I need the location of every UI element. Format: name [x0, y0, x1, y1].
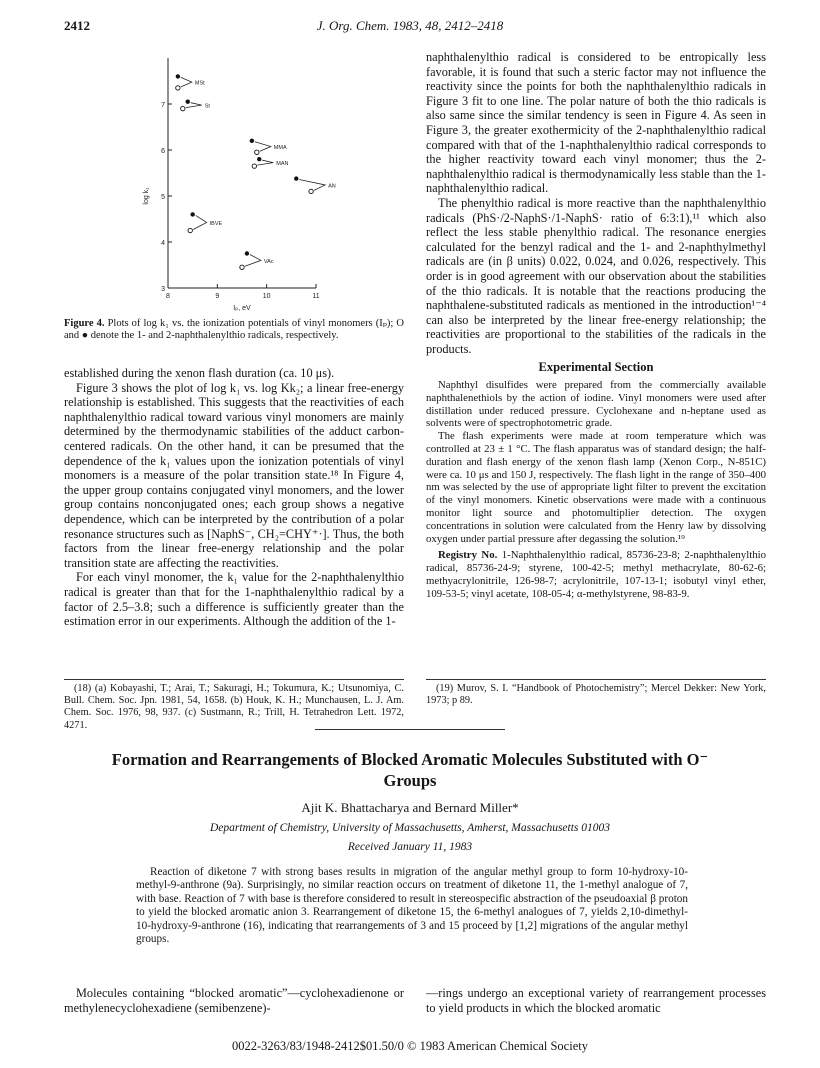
data-point-filled — [257, 157, 261, 161]
data-point-open — [252, 164, 256, 168]
article-affiliation: Department of Chemistry, University of Massachusetts, Amherst, Massachusetts 01003 — [209, 822, 611, 834]
article-body-left-text: Molecules containing “blocked aromatic”—cyclohexadienone or methylenecyclohexadiene (semibenzene)- — [64, 986, 404, 1015]
footnote-rule-right — [426, 679, 766, 680]
figure-4 — [130, 48, 340, 318]
y-axis-label: log k₁ — [143, 187, 150, 205]
x-tick-label: 10 — [262, 293, 271, 300]
article-separator — [315, 729, 505, 730]
point-label: MAN — [276, 161, 289, 168]
page-footer: 0022-3263/83/1948-2412$01.50/0 © 1983 American Chemical Society — [232, 1039, 588, 1053]
experimental-paragraph-2: The flash experiments were made at room temperature which was controlled at 23 ± 1 °C. The flash apparatus was of standard design; the half-duration and flash energy of the xenon flash lamp (Xenon Corp., N-851C) were ca. 10 μs and 150 J, respectively. The flash light in the range of 350–400 nm was selected by the use of appropriate light filter to prevent the excitation of the vinyl monomers. Kinetic observations were made with a continuous monitor light source and photomultiplier detection. The oxygen concentrations in solution were calculated from the Henry law by dissolving oxygen under partial pressure after degassing the solution.¹⁹ — [426, 430, 766, 545]
x-tick-label: 9 — [215, 293, 220, 300]
footnote-19 — [426, 683, 766, 707]
figure-caption-text: Plots of log k₁ vs. the ionization potentials of vinyl monomers (Iₚ); O and ● denote the 1- and 2-naphthalenylthio radicals, respectively. — [64, 318, 404, 342]
data-point-filled — [176, 74, 180, 78]
data-point-filled — [294, 176, 298, 180]
figure-caption — [64, 318, 404, 343]
point-label: MMA — [273, 145, 287, 152]
article-received-date: Received January 11, 1983 — [347, 841, 473, 853]
experimental-section-title: Experimental Section — [538, 360, 654, 375]
left-column — [64, 366, 404, 629]
figure-4-plot — [130, 48, 340, 318]
article-title: Formation and Rearrangements of Blocked Aromatic Molecules Substituted with O⁻ Groups — [111, 750, 709, 790]
left-paragraph-3: For each vinyl monomer, the k₁ value for the 2-naphthalenylthio radical is greater than that for the 1-naphthalenylthio radical by a factor of 2.5–3.8; such a difference is sufficiently greater than the estimation error in our experiments. Although the addition of the 1- — [64, 570, 404, 629]
point-connector — [181, 77, 192, 87]
point-label: VAc — [263, 258, 274, 265]
right-paragraph-1: naphthalenylthio radical is considered to be entropically less favorable, it is found that such a steric factor may not influence the reactivity since the points for both the naphthalenylthio radicals in Figure 3 fit to one line. The polar nature of both the thio radicals is also same since the similar tendency is seen in Figure 4. As seen in Figure 3, the greater exothermicity of the 2-naphthalenylthio radical compared with that of the 1-naphthalenylthio radical corresponds to the higher reactivity toward each vinyl monomer; thus the 2-naphthalenylthio radical is thermodynamically less stable than the 1-naphthalenylthio radical. — [426, 50, 766, 196]
point-connector — [299, 180, 325, 191]
article-body-left — [64, 986, 404, 1015]
article-body-right-text: —rings undergo an exceptional variety of rearrangement processes to yield products in which the blocked aromatic — [426, 986, 766, 1015]
figure-caption-label: Figure 4. — [64, 318, 105, 329]
point-label: St — [204, 103, 210, 110]
journal-citation: J. Org. Chem. 1983, 48, 2412–2418 — [316, 18, 504, 33]
footnote-rule-left — [64, 679, 404, 680]
article-body-right — [426, 986, 766, 1015]
data-point-filled — [186, 100, 190, 104]
x-tick-label: 11 — [312, 293, 320, 300]
data-point-open — [309, 189, 313, 193]
right-paragraph-2: The phenylthio radical is more reactive than the naphthalenylthio radicals (PhS·/2-NaphS·/1-NaphS· ratio of 6:3:1),¹¹ which also reflect the less stable phenylthio radical. The resonance energies calculated for the benzyl radical and the 1- and 2-naphthylmethyl radicals are (in β units) 0.022, 0.024, and 0.026, respectively. This order is in good agreement with our observation about the stabilities of the thio radicals. It is notable that the reactions producing the naphthalene-substituted radicals as mentioned in the introduction¹⁻⁴ can also be interpreted by the linear free-energy relationship; the reactivities are proportional to the stabilities of the radicals in the products. — [426, 195, 766, 356]
experimental-section — [426, 379, 766, 601]
footnote-18-text: (18) (a) Kobayashi, T.; Arai, T.; Sakuragi, H.; Tokumura, K.; Utsunomiya, C. Bull. Chem. Soc. Jpn. 1981, 54, 1658. (b) Houk, K. H.; Munchausen, L. J. Am. Chem. Soc. 1976, 98, 937. (c) Sustmann, R.; Trill, H. Tetrahedron Lett. 1972, 4271. — [64, 683, 404, 731]
experimental-paragraph-1: Naphthyl disulfides were prepared from the commercially available naphthalenethiols by the action of iodine. Vinyl monomers were used after distillation under reduced pressure. Cyclohexane and n-heptane used as solvents were of spectrophotometric grade. — [426, 379, 766, 430]
footnote-18 — [64, 683, 404, 732]
article-authors: Ajit K. Bhattacharya and Bernard Miller* — [301, 800, 519, 815]
point-label: IBVE — [209, 220, 223, 227]
data-point-filled — [250, 139, 254, 143]
page-number: 2412 — [64, 18, 90, 33]
data-point-open — [240, 265, 244, 269]
data-point-open — [188, 228, 192, 232]
point-label: MSt — [194, 80, 205, 87]
footnote-19-text: (19) Murov, S. I. “Handbook of Photochemistry”; Mercel Dekker: New York, 1973; p 89. — [426, 683, 766, 707]
registry-label: Registry No. — [438, 549, 498, 562]
point-connector — [245, 255, 261, 267]
x-axis-label: Iₚ, eV — [233, 305, 251, 312]
left-paragraph-1: established during the xenon flash duration (ca. 10 μs). — [64, 366, 335, 380]
x-tick-label: 8 — [166, 293, 170, 300]
y-tick-label: 5 — [161, 194, 165, 201]
data-point-filled — [190, 212, 194, 216]
y-tick-label: 6 — [161, 148, 165, 155]
point-connector — [193, 215, 206, 229]
data-point-open — [181, 106, 185, 110]
y-tick-label: 4 — [161, 240, 165, 247]
y-tick-label: 7 — [161, 102, 165, 109]
data-point-filled — [245, 251, 249, 255]
point-label: AN — [328, 183, 336, 190]
data-point-open — [176, 86, 180, 90]
data-point-open — [255, 150, 259, 154]
right-column — [426, 50, 766, 601]
left-paragraph-2: Figure 3 shows the plot of log k₁ vs. log Kk₂; a linear free-energy relationship is established. This suggests that the reactivities of each naphthalenylthio radical toward various vinyl monomers are mainly determined by the thermodynamic stabilities of the adduct carbon-centered radicals. On the other hand, it can be presumed that the dependence of the k₁ values upon the ionization potentials of vinyl monomers is a measure of the polar transition state.¹⁸ In Figure 4, the upper group contains conjugated vinyl monomers, and the lower group contains nonconjugated ones; each group shows a negative dependence, which can be interpreted by the contribution of a polar resonance structures such as [NaphS⁻, CH₂=CHY⁺·]. Thus, the both factors from the linear free-energy relationship and the polar transition state are affecting the reactivities. — [64, 380, 404, 570]
article-abstract: Reaction of diketone 7 with strong bases results in migration of the angular methyl group to form 10-hydroxy-10-methyl-9-anthrone (9a). Surprisingly, no similar reaction occurs on treatment of diketone 11, the 1-methyl analogue of 7, with base. Reaction of 7 with base is therefore considered to result in stereospecific abstraction of the pseudoaxial β proton to yield the blocked aromatic anion 3. Rearrangement of diketone 15, the 6-methyl analogues of 7, yields 2,10-dimethyl-10-hydroxy-9-anthrone (16), indicating that rearrangements of 3 and 15 proceed by [1,2] migrations of the angular methyl groups. — [136, 866, 688, 946]
y-tick-label: 3 — [161, 286, 165, 293]
registry-text: 1-Naphthalenylthio radical, 85736-23-8; 2-naphthalenylthio radical, 85736-24-9; styrene, 100-42-5; methyl methacrylate, 80-62-6; methyacrylonitrile, 126-98-7; acrylonitrile, 107-13-1; isobutyl vinyl ether, 109-53-5; vinyl acetate, 108-05-4; α-methylstyrene, 98-83-9. — [426, 549, 766, 600]
registry-numbers — [426, 549, 766, 600]
